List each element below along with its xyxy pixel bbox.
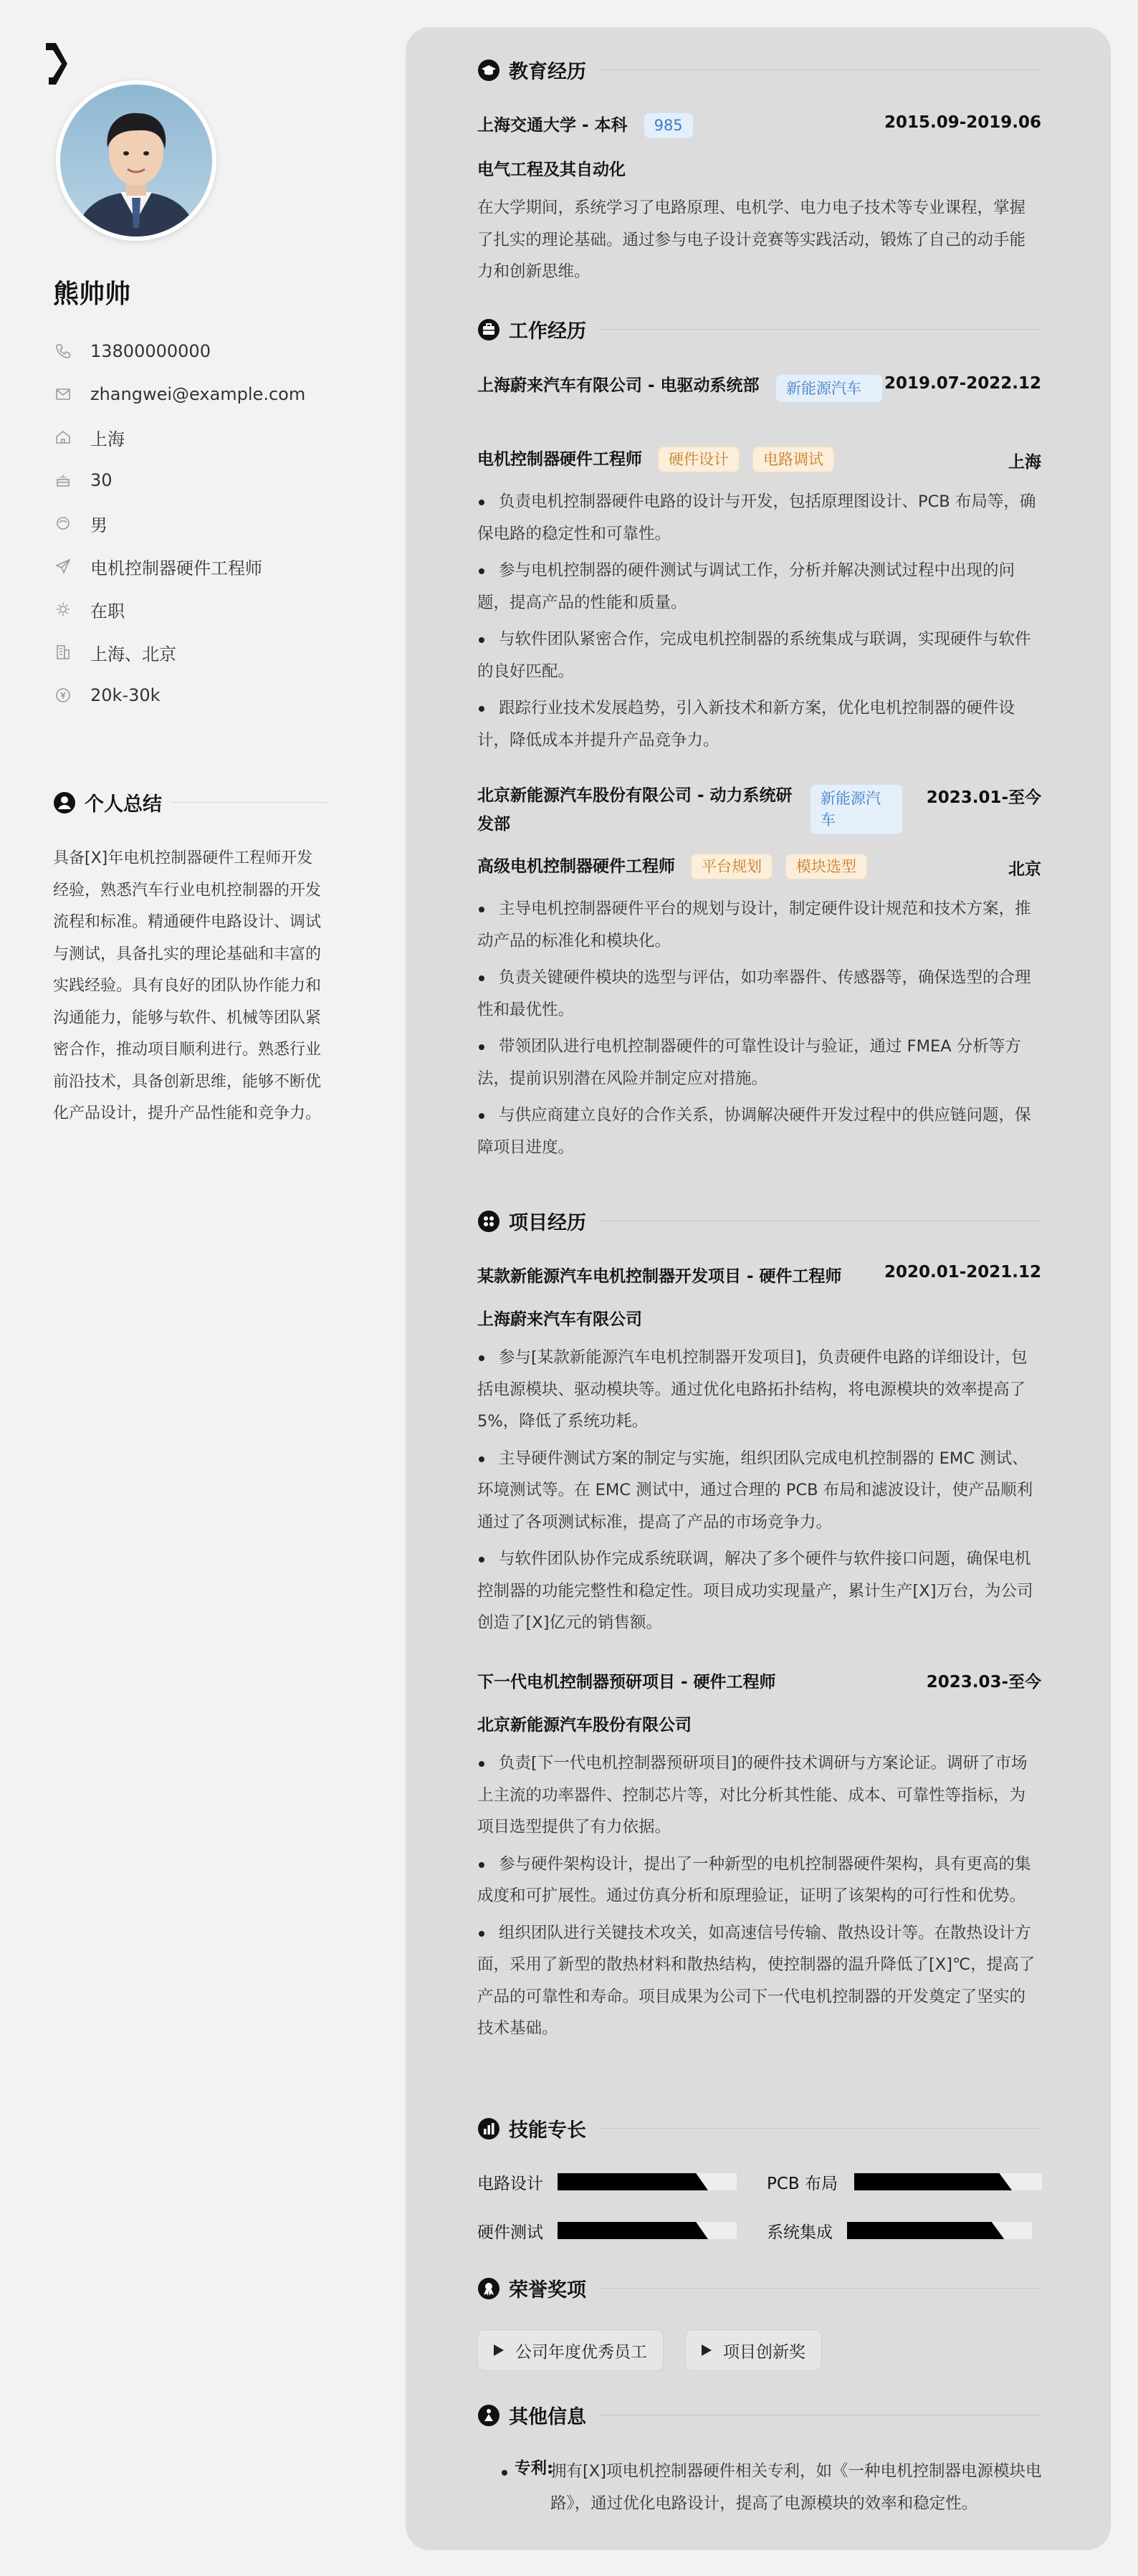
project-date: 2020.01-2021.12 [884,1263,1041,1282]
award-label: 公司年度优秀员工 [515,2342,647,2362]
list-item: 跟踪行业技术发展趋势，引入新技术和新方案，优化电机控制器的硬件设计，降低成本并提升产品竞争力。 [477,692,1041,756]
skills-heading [477,2114,1041,2142]
projects-heading [477,1207,1041,1235]
job-industry-tag: 新能源汽车 [810,784,903,834]
award-item [477,2329,664,2371]
job-position: 高级电机控制器硬件工程师 [477,857,675,876]
info-person-icon [477,2404,500,2427]
other-title: 其他信息 [509,2406,586,2428]
job-city: 北京 [1008,860,1041,879]
list-item: 与软件团队紧密合作，完成电机控制器的系统集成与联调，实现硬件与软件的良好匹配。 [477,624,1041,687]
other-text: 拥有[X]项电机控制器硬件相关专利，如《一种电机控制器电源模块电路》，通过优化电路设计，提高了电源模块的效率和稳定性。 [550,2462,1042,2513]
list-item: 负责关键硬件模块的选型与评估，如功率器件、传感器等，确保选型的合理性和最优性。 [477,962,1041,1026]
salary-icon [53,685,73,705]
bar-chart-icon [477,2117,500,2140]
job-tag: 硬件设计 [658,447,740,472]
sidebar [0,0,406,2576]
project-company: 上海蔚来汽车有限公司 [477,1310,642,1329]
project-name: 某款新能源汽车电机控制器开发项目 - 硬件工程师 [477,1267,842,1286]
awards-title: 荣誉奖项 [509,2279,586,2301]
skill-level [847,2222,1004,2239]
contact-text: 上海 [90,429,125,449]
contact-text: 电机控制器硬件工程师 [90,558,262,578]
work-heading [477,315,1041,343]
contact-text: 上海、北京 [90,644,176,664]
home-icon [53,427,73,447]
skill-level [558,2222,708,2239]
grid-icon [477,1210,500,1233]
job-duties [477,486,1041,761]
summary-heading [53,788,328,816]
contact-position [53,545,383,588]
projects-title: 项目经历 [509,1212,586,1234]
contact-age [53,459,383,502]
gender-icon [53,513,73,533]
play-icon [494,2344,504,2356]
candidate-name: 熊帅帅 [53,280,131,309]
job-date: 2019.07-2022.12 [884,374,1041,393]
contact-gender [53,502,383,545]
skill-name: 硬件测试 [477,2223,543,2242]
list-item: 主导硬件测试方案的制定与实施，组织团队完成电机控制器的 EMC 测试、环境测试等。在 EMC 测试中，通过合理的 PCB 布局和滤波设计，使产品顺利通过了各项测试标准，提高了产品的市场竞争力。 [477,1443,1041,1539]
project-name: 下一代电机控制器预研项目 - 硬件工程师 [477,1673,776,1692]
skill-level [558,2173,708,2190]
job-company: 上海蔚来汽车有限公司 - 电驱动系统部 [477,376,760,395]
award-icon [477,2277,500,2300]
project-duties [477,1342,1041,1644]
contact-text: zhangwei@example.com [90,384,306,404]
list-item: 与软件团队协作完成系统联调，解决了多个硬件与软件接口问题，确保电机控制器的功能完整性和稳定性。项目成功实现量产，累计生产[X]万台，为公司创造了[X]亿元的销售额。 [477,1543,1041,1639]
education-title: 教育经历 [509,61,586,83]
other-label: 专利: [515,2459,553,2478]
skill-name: 系统集成 [767,2223,833,2242]
send-icon [53,556,73,576]
contact-phone [53,330,383,373]
school-name: 上海交通大学 - 本科 [477,116,628,135]
contact-cities [53,631,383,674]
divider [172,802,328,803]
job-duties [477,893,1041,1168]
briefcase-icon [477,318,500,341]
skills-title: 技能专长 [509,2119,586,2142]
education-description: 在大学期间，系统学习了电路原理、电机学、电力电子技术等专业课程，掌握了扎实的理论基础。通过参与电子设计竞赛等实践活动，锻炼了自己的动手能力和创新思维。 [477,199,1026,281]
avatar [56,80,216,241]
contact-text: 30 [90,470,113,490]
list-item: 主导电机控制器硬件平台的规划与设计，制定硬件设计规范和技术方案，推动产品的标准化和模块化。 [477,893,1041,957]
list-item: 参与硬件架构设计，提出了一种新型的电机控制器硬件架构，具有更高的集成度和可扩展性。通过仿真分析和原理验证，证明了该架构的可行性和优势。 [477,1848,1041,1912]
education-major: 电气工程及其自动化 [477,161,626,179]
contact-list [53,330,383,717]
contact-email [53,373,383,416]
project-company: 北京新能源汽车股份有限公司 [477,1716,692,1735]
divider [599,2288,1041,2289]
contact-text: 男 [90,515,107,535]
list-item: 带领团队进行电机控制器硬件的可靠性设计与验证，通过 FMEA 分析等方法，提前识别潜在风险并制定应对措施。 [477,1031,1041,1094]
other-heading [477,2401,1041,2429]
contact-salary [53,674,383,717]
list-item: 参与[某款新能源汽车电机控制器开发项目]，负责硬件电路的详细设计，包括电源模块、驱动模块等。通过优化电路拓扑结构，将电源模块的效率提高了 5%，降低了系统功耗。 [477,1342,1041,1438]
skill-name: 电路设计 [477,2175,543,2193]
skill-bar [847,2222,1032,2239]
job-position-row [477,853,1041,879]
award-label: 项目创新奖 [723,2342,805,2362]
avatar-photo [60,85,212,237]
status-icon [53,599,73,619]
list-item: 负责电机控制器硬件电路的设计与开发，包括原理图设计、PCB 布局等，确保电路的稳定性和可靠性。 [477,486,1041,550]
job-tag: 模块选型 [785,854,867,879]
job-tag: 平台规划 [691,854,773,879]
job-company: 北京新能源汽车股份有限公司 - 动力系统研发部 [477,786,793,834]
work-title: 工作经历 [509,320,586,343]
play-icon [702,2344,712,2356]
skill-bar [854,2173,1042,2190]
list-item: 参与电机控制器的硬件测试与调试工作，分析并解决测试过程中出现的问题，提高产品的性能和质量。 [477,555,1041,619]
skill-level [854,2173,1012,2190]
contact-location [53,416,383,459]
mail-icon [53,384,73,404]
awards-heading [477,2274,1041,2302]
building-icon [53,642,73,662]
logo-chevron-icon [46,40,75,87]
school-badge: 985 [644,113,694,138]
skill-name: PCB 布局 [767,2175,838,2193]
project-date: 2023.03-至今 [926,1673,1041,1692]
summary-text: 具备[X]年电机控制器硬件工程师开发经验，熟悉汽车行业电机控制器的开发流程和标准。精通硬件电路设计、调试与测试，具备扎实的理论基础和丰富的实践经验。具有良好的团队协作能力和沟通能力，能够与软件、机械等团队紧密合作，推动项目顺利进行。熟悉行业前沿技术，具备创新思维，能够不断优化产品设计，提升产品性能和竞争力。 [53,849,322,1122]
job-position-row [477,446,1041,472]
contact-text: 在职 [90,601,125,621]
contact-text: 13800000000 [90,341,211,361]
main-content [406,27,1111,2550]
job-industry-tag: 新能源汽车 [775,374,883,403]
job-tag: 电路调试 [752,447,834,472]
skill-bar [558,2173,737,2190]
education-heading [477,56,1041,84]
contact-status [53,588,383,631]
phone-icon [53,341,73,361]
graduation-cap-icon [477,59,500,82]
project-duties [477,1747,1041,2050]
divider [599,2128,1041,2129]
education-date: 2015.09-2019.06 [884,113,1041,132]
list-item: 与供应商建立良好的合作关系，协调解决硬件开发过程中的供应链问题，保障项目进度。 [477,1099,1041,1163]
summary-title: 个人总结 [85,793,162,816]
list-item: 组织团队进行关键技术攻关，如高速信号传输、散热设计等。在散热设计方面，采用了新型的散热材料和散热结构，使控制器的温升降低了[X]℃，提高了产品的可靠性和寿命。项目成果为公司下一代电机控制器的开发奠定了坚实的技术基础。 [477,1917,1041,2045]
user-circle-icon [53,791,76,814]
cake-icon [53,470,73,490]
award-item [685,2329,822,2371]
job-position: 电机控制器硬件工程师 [477,450,642,469]
divider [599,329,1041,330]
job-date: 2023.01-至今 [926,788,1041,807]
job-city: 上海 [1008,453,1041,472]
skill-bar [558,2222,737,2239]
list-item: 负责[下一代电机控制器预研项目]的硬件技术调研与方案论证。调研了市场上主流的功率器件、控制芯片等，对比分析其性能、成本、可靠性等指标，为项目选型提供了有力依据。 [477,1747,1041,1843]
contact-text: 20k-30k [90,685,161,705]
